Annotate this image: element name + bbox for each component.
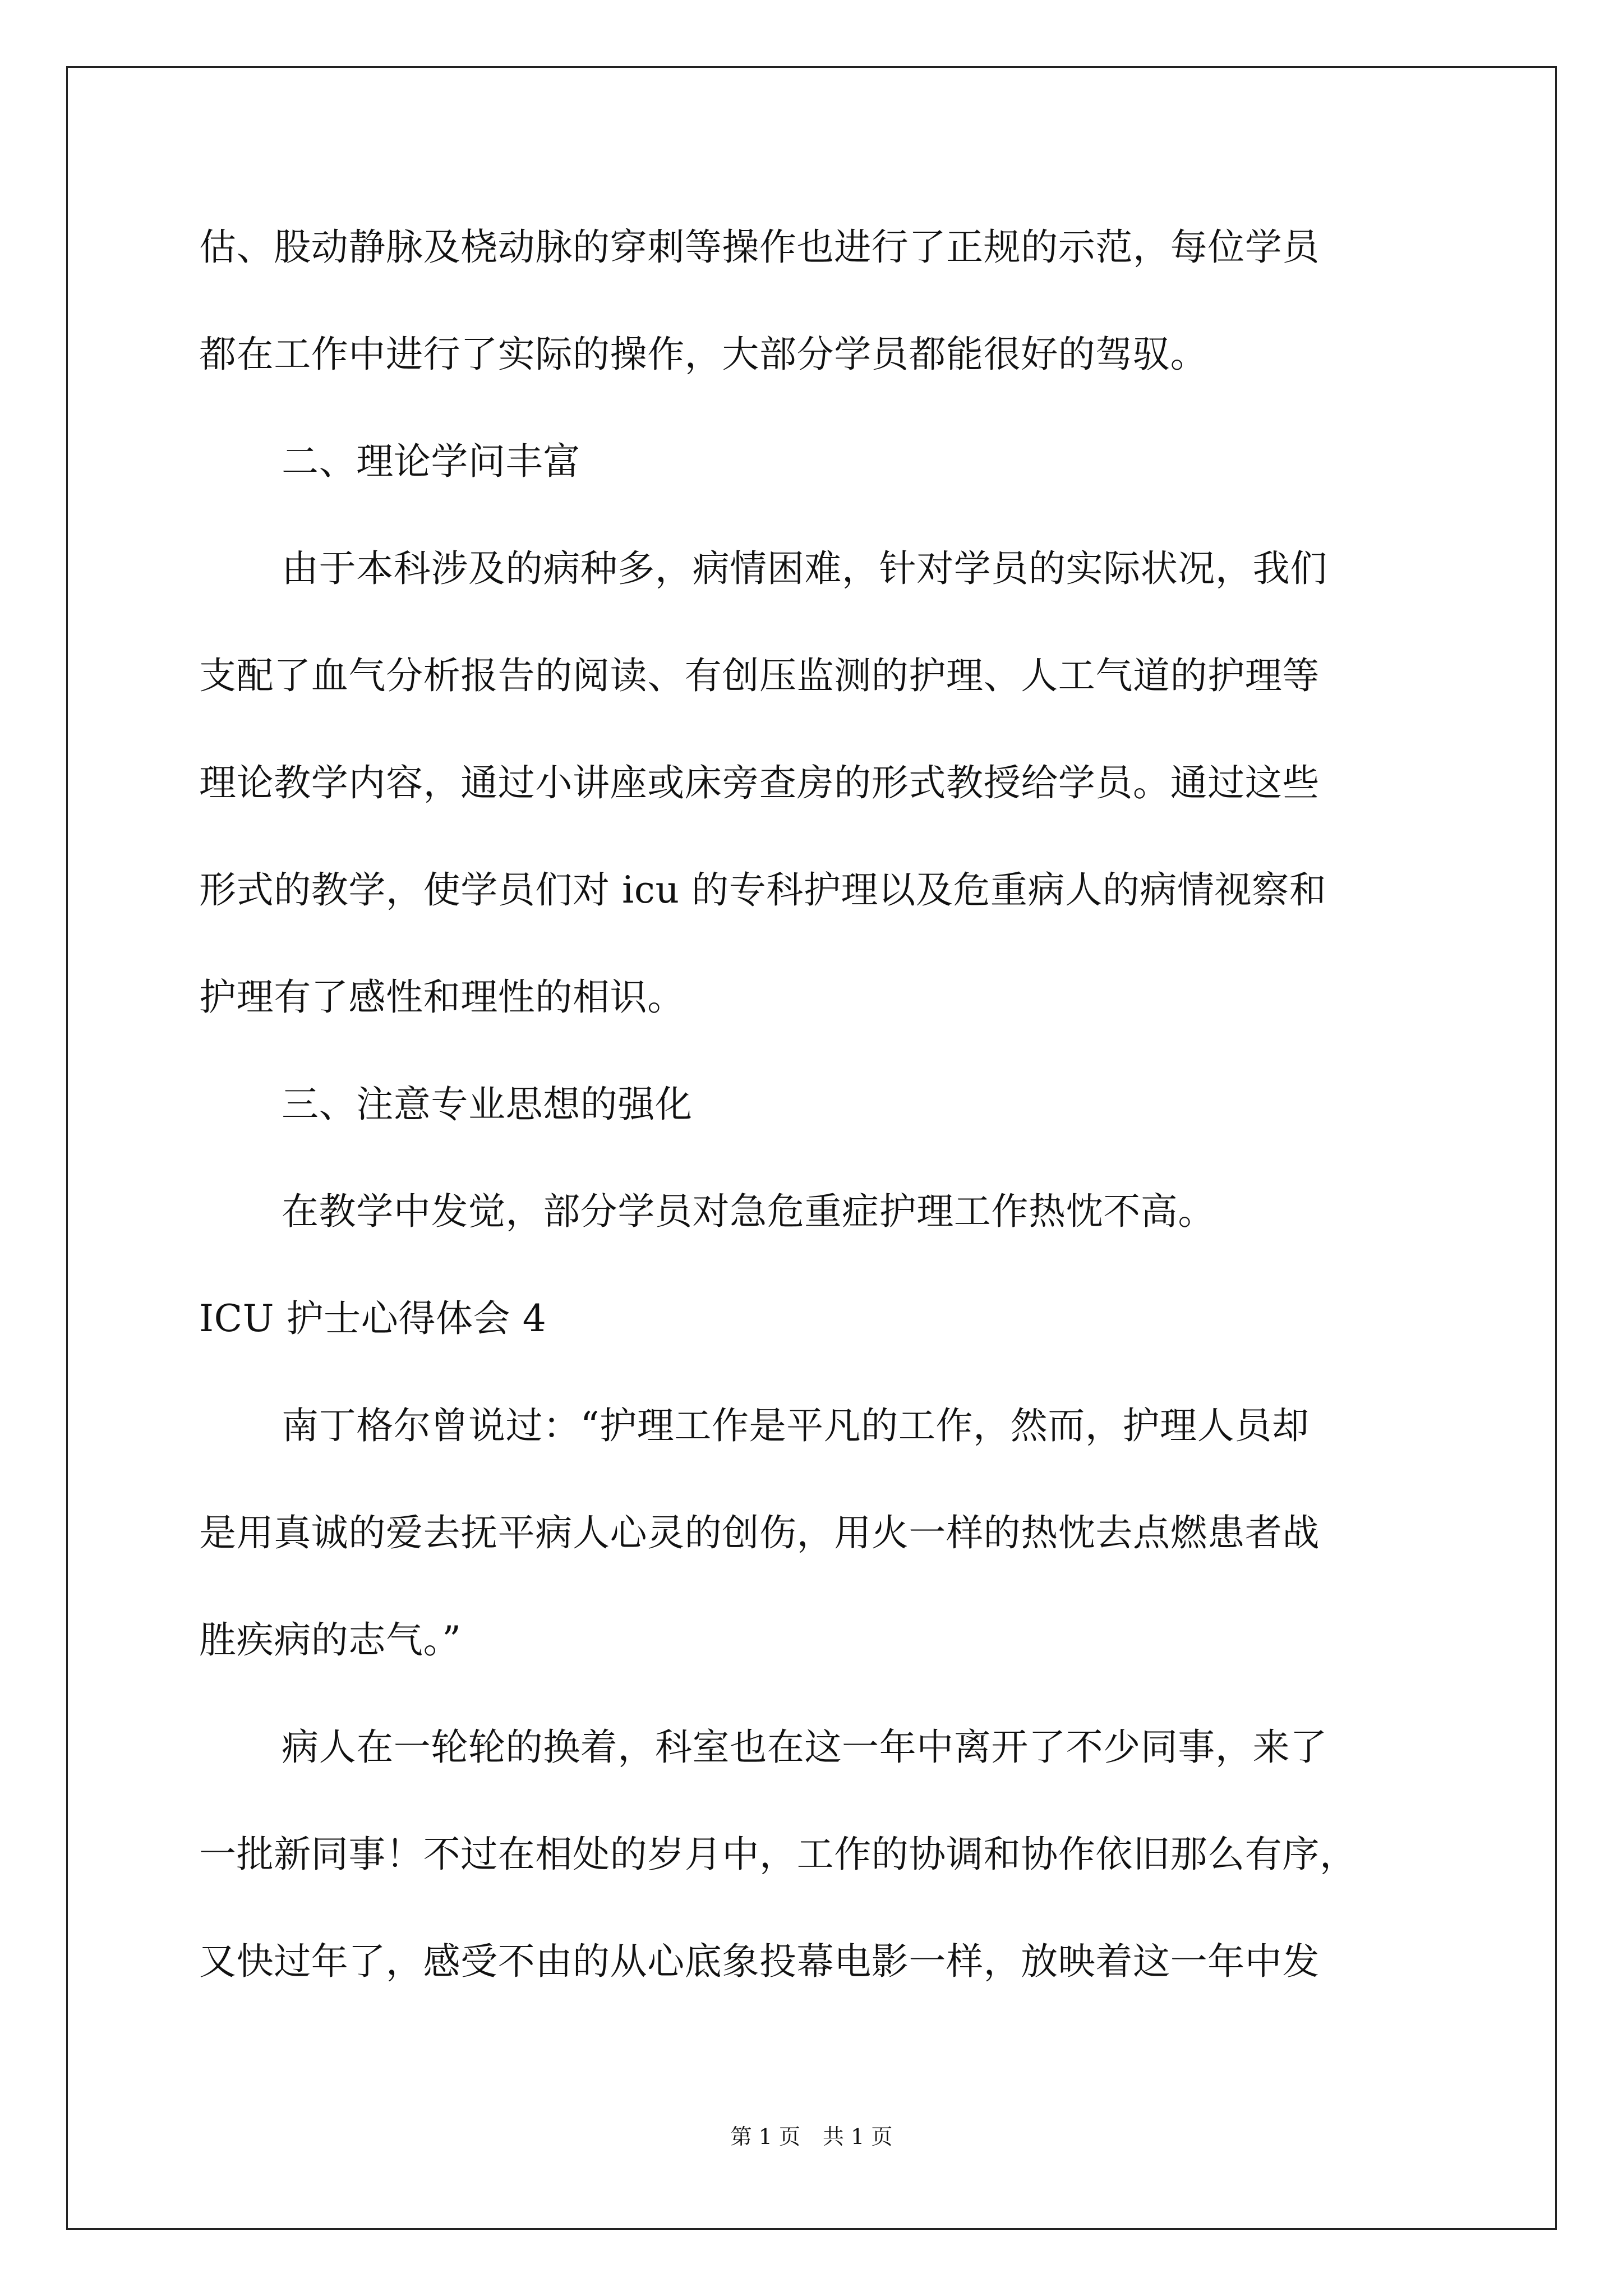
- paragraph-line: 一批新同事！不过在相处的岁月中，工作的协调和协作依旧那么有序，: [199, 1833, 1357, 1876]
- paragraph-line: 病人在一轮轮的换着，科室也在这一年中离开了不少同事，来了: [282, 1726, 1327, 1769]
- document-title: ICU 护士心得体会 4: [199, 1297, 547, 1340]
- paragraph-line: 又快过年了，感受不由的从心底象投幕电影一样，放映着这一年中发: [199, 1940, 1320, 1983]
- paragraph-line: 支配了血气分析报告的阅读、有创压监测的护理、人工气道的护理等: [199, 654, 1320, 697]
- paragraph-line: 理论教学内容，通过小讲座或床旁查房的形式教授给学员。通过这些: [199, 761, 1320, 804]
- document-body: [199, 194, 1436, 2015]
- paragraph-line: 胜疾病的志气。”: [199, 1618, 462, 1662]
- paragraph-line: 护理有了感性和理性的相识。: [199, 976, 685, 1019]
- page-footer: [0, 2119, 1623, 2150]
- page-number-current: 第 1 页: [730, 2124, 800, 2149]
- paragraph-line: 形式的教学，使学员们对 icu 的专科护理以及危重病人的病情视察和: [199, 868, 1327, 912]
- section-heading: 二、理论学问丰富: [282, 440, 580, 483]
- paragraph-line: 是用真诚的爱去抚平病人心灵的创伤，用火一样的热忱去点燃患者战: [199, 1511, 1320, 1554]
- paragraph-line: 由于本科涉及的病种多，病情困难，针对学员的实际状况，我们: [282, 547, 1327, 590]
- paragraph-line: 南丁格尔曾说过：“护理工作是平凡的工作，然而，护理人员却: [282, 1404, 1310, 1447]
- paragraph-line: 在教学中发觉，部分学员对急危重症护理工作热忱不高。: [282, 1190, 1215, 1233]
- paragraph-line: 估、股动静脉及桡动脉的穿刺等操作也进行了正规的示范，每位学员: [199, 226, 1320, 269]
- paragraph-line: 都在工作中进行了实际的操作，大部分学员都能很好的驾驭。: [199, 333, 1208, 376]
- section-heading: 三、注意专业思想的强化: [282, 1083, 693, 1126]
- page-number-total: 共 1 页: [823, 2124, 893, 2149]
